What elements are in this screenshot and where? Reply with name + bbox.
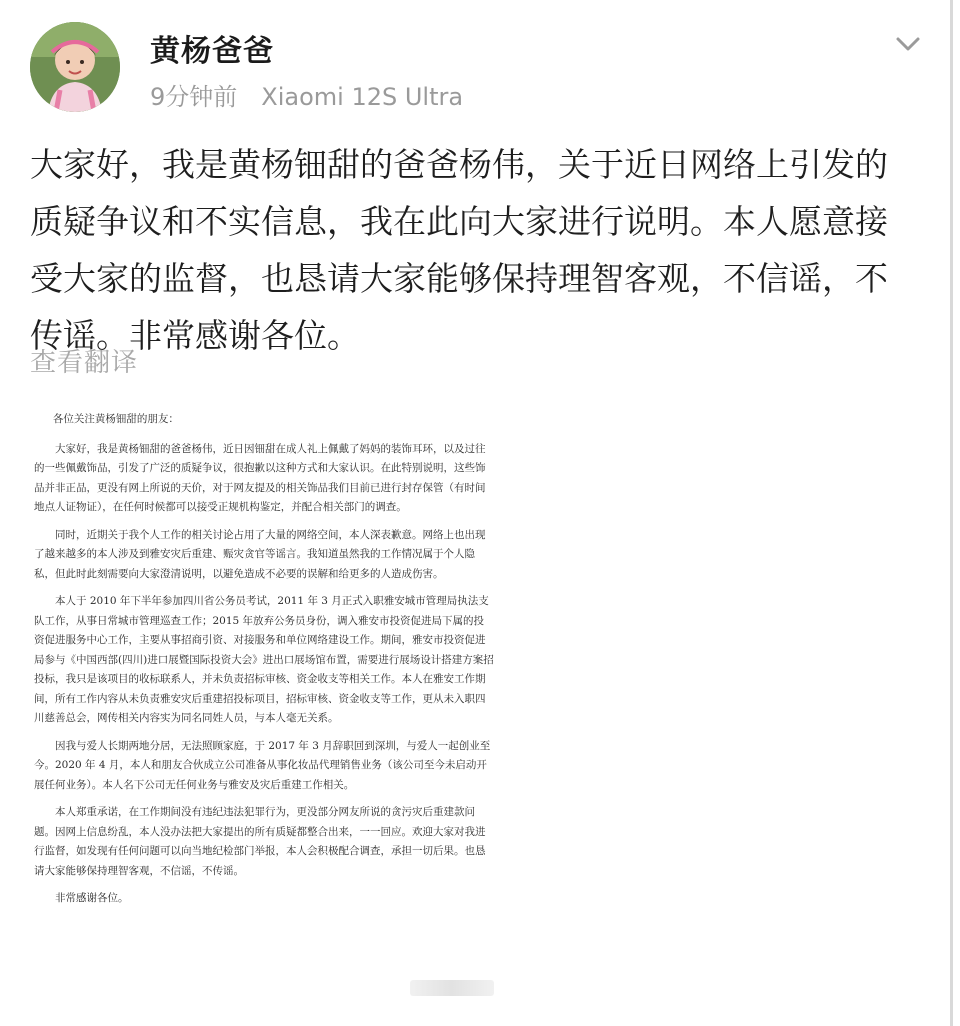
avatar-image <box>30 22 120 112</box>
chevron-down-icon[interactable] <box>894 34 922 54</box>
post-header <box>0 0 960 130</box>
letter-paragraph: 本人于 2010 年下半年参加四川省公务员考试，2011 年 3 月正式入职雅安城市管理局执法支队工作，从事日常城市管理巡查工作；2015 年放弃公务员身份，调入雅安市投资促进局下属的投资促进服务中心工作，主要从事招商引资、对接服务和单位网络建设工作。期间，雅安市投资促进局参与《中国西部(四川)进口展暨国际投资大会》进出口展场馆布置，需要进行展场设计搭建方案招投标，我只是该项目的收标联系人，并未负责招标审核、资金收支等相关工作。本人在雅安工作期间，所有工作内容从未负责雅安灾后重建招投标项目，招标审核、资金收支等工作，更从未入职四川慈善总会，网传相关内容实为同名同姓人员，与本人毫无关系。 <box>34 595 494 724</box>
post-time: 9分钟前 <box>150 83 238 111</box>
letter-paragraph: 因我与爱人长期两地分居，无法照顾家庭，于 2017 年 3 月辞职回到深圳，与爱人一起创业至今。2020 年 4 月，本人和朋友合伙成立公司准备从事化妆品代理销售业务（该公司至今未启动开展任何业务）。本人名下公司无任何业务与雅安及灾后重建工作相关。 <box>34 739 491 791</box>
post-content: 大家好，我是黄杨钿甜的爸爸杨伟，关于近日网络上引发的质疑争议和不实信息，我在此向大家进行说明。本人愿意接受大家的监督，也恳请大家能够保持理智客观，不信谣，不传谣。非常感谢各位。 <box>30 145 888 355</box>
avatar[interactable] <box>30 22 120 112</box>
post-meta <box>150 77 463 112</box>
letter-paragraph: 大家好，我是黄杨钿甜的爸爸杨伟，近日因钿甜在成人礼上佩戴了妈妈的装饰耳环，以及过往的一些佩戴饰品，引发了广泛的质疑争议，很抱歉以这种方式和大家认识。在此特别说明，这些饰品并非正品，更没有网上所说的天价，对于网友提及的相关饰品我们目前已进行封存保管（有时间地点人证物证），在任何时候都可以接受正规机构鉴定，并配合相关部门的调查。 <box>34 442 486 513</box>
watermark <box>410 980 494 996</box>
letter-salutation: 各位关注黄杨钿甜的朋友： <box>52 413 179 425</box>
post-device: Xiaomi 12S Ultra <box>261 83 464 111</box>
letter-closing: 非常感谢各位。 <box>55 892 129 904</box>
letter-paragraph: 本人郑重承诺，在工作期间没有违纪违法犯罪行为，更没部分网友所说的贪污灾后重建款问题。因网上信息纷乱，本人没办法把大家提出的所有质疑都整合出来，一一回应。欢迎大家对我进行监督，如发现有任何问题可以向当地纪检部门举报，本人会积极配合调查，承担一切后果。也恳请大家能够保持理智客观，不信谣，不传谣。 <box>34 806 486 877</box>
translate-link[interactable]: 查看翻译 <box>30 348 139 378</box>
divider <box>950 0 953 1026</box>
letter-text <box>34 410 494 917</box>
letter-image[interactable] <box>30 398 508 1008</box>
letter-paragraph: 同时，近期关于我个人工作的相关讨论占用了大量的网络空间，本人深表歉意。网络上也出现了越来越多的本人涉及到雅安灾后重建、赈灾贪官等谣言。我知道虽然我的工作情况属于个人隐私，但此时此刻需要向大家澄清说明，以避免造成不必要的误解和给更多的人造成伤害。 <box>34 528 486 580</box>
author-name[interactable]: 黄杨爸爸 <box>150 34 274 69</box>
